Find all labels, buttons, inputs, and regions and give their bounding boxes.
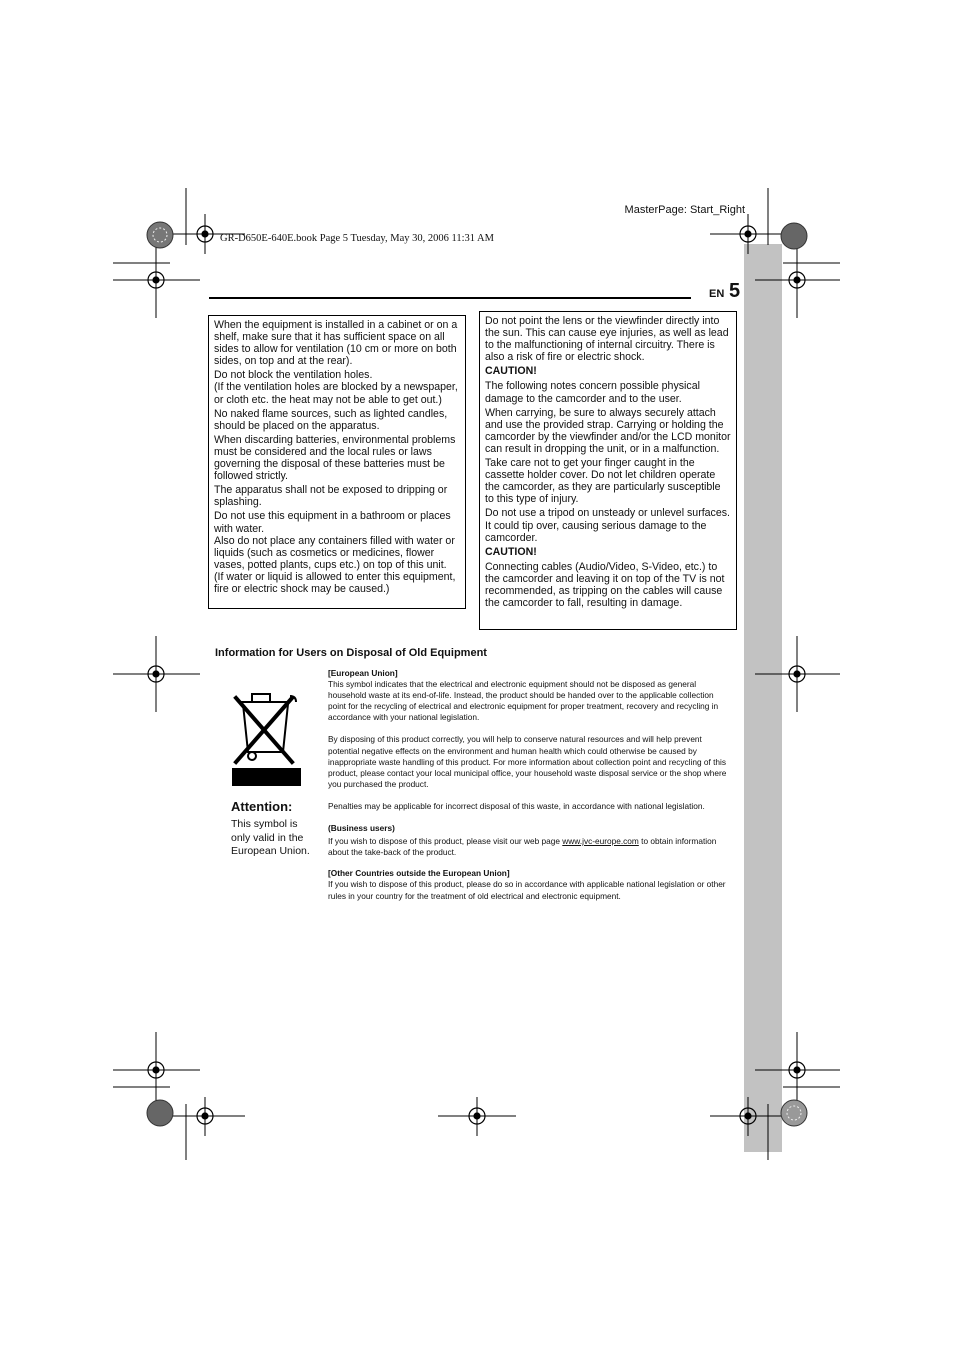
note-paragraph: Do not point the lens or the viewfinder directly into the sun. This can cause eye injuries, as well as lead to the malfunctioning of internal circuitry. There is also a risk of fire or electric shock. [485,315,729,364]
attention-heading: Attention: [231,799,293,814]
disposal-text-column [328,668,733,913]
note-paragraph: Do not block the ventilation holes. [214,369,373,382]
attention-text: This symbol is only valid in the European Union. [231,818,310,858]
color-target-icon [147,1100,173,1126]
safety-notes-box-left [208,315,466,609]
note-paragraph: Also do not place any containers filled with water or liquids (such as cosmetics or medicines, flower vases, potted plants, cups etc.) on top of this unit. [214,534,455,571]
eu-paragraph: Penalties may be applicable for incorrect disposal of this waste, in accordance with national legislation. [328,800,705,811]
note-paragraph: (If water or liquid is allowed to enter this equipment, fire or electric shock may be caused.) [214,570,456,595]
note-paragraph: (If the ventilation holes are blocked by a newspaper, or cloth etc. the heat may not be able to get out.) [214,381,458,406]
note-paragraph: Do not use a tripod on unsteady or unlevel surfaces. It could tip over, causing serious damage to the camcorder. [485,507,730,544]
color-target-icon [147,222,173,248]
master-page-label: MasterPage: Start_Right [624,204,745,216]
disposal-section-title: Information for Users on Disposal of Old Equipment [215,647,487,659]
note-paragraph: Do not use this equipment in a bathroom or places with water. [214,510,451,535]
book-info-line: GR-D650E-640E.book Page 5 Tuesday, May 30, 2006 11:31 AM [220,233,494,244]
color-target-icon [781,223,807,249]
note-paragraph: When the equipment is installed in a cabinet or on a shelf, make sure that it has sufficient space on all sides to allow for ventilation (10 cm or more on both sides, on top and at the rear). [214,319,458,368]
crossed-out-wheelie-bin-icon [230,680,303,788]
color-target-icon [781,1100,807,1126]
language-label: EN [709,288,725,300]
business-text: If you wish to dispose of this product, please visit our web page [328,836,563,847]
note-paragraph: The following notes concern possible physical damage to the camcorder and to the user. [485,380,700,405]
note-paragraph: When discarding batteries, environmental problems must be considered and the local rules or laws governing the disposal of these batteries must be followed strictly. [214,433,456,483]
other-countries-paragraph: If you wish to dispose of this product, please do so in accordance with applicable national legislation or other rules in your country for the treatment of old electrical and electronic equipment. [328,879,726,901]
page-number: 5 [729,280,741,302]
business-heading: (Business users) [328,823,395,834]
note-paragraph: No naked flame sources, such as lighted candles, should be placed on the apparatus. [214,407,448,432]
other-countries-heading: [Other Countries outside the European Union] [328,868,510,879]
business-text-end: to obtain information about the take-back of the product. [328,836,717,858]
caution-heading: CAUTION! [485,365,537,378]
jvc-europe-link[interactable]: www.jvc-europe.com [562,836,639,847]
eu-paragraph: This symbol indicates that the electrical and electronic equipment should not be disposed as general household waste at its end-of-life. Instead, the product should be handed over to the applicable collection point for the recycling of electrical and electronic equipment for proper treatment, recovery and recycling in accordance with your national legislation. [328,679,719,723]
note-paragraph: When carrying, be sure to always securely attach and use the provided strap. Carrying or holding the camcorder by the viewfinder and/or the LCD monitor can result in dropping the unit, or in a malfunction. [485,406,731,455]
safety-notes-box-right [479,311,737,630]
note-paragraph: Take care not to get your finger caught in the cassette holder cover. Do not let children operate the camcorder, as they are particularly susceptible to this type of injury. [485,457,721,506]
note-paragraph: The apparatus shall not be exposed to dripping or splashing. [214,484,448,509]
business-paragraph [328,836,733,858]
header-rule [209,297,691,299]
eu-paragraph: By disposing of this product correctly, you will help to conserve natural resources and will help prevent potential negative effects on the environment and human health which could otherwise be caused by inappropriate waste handling of this product. For more information about collection point and recycling of this product, please contact your local municipal office, your household waste disposal service or the shop where you purchased the product. [328,734,727,789]
eu-heading: [European Union] [328,668,398,678]
note-paragraph: Connecting cables (Audio/Video, S-Video, etc.) to the camcorder and leaving it on top of the TV is not recommended, as tripping on the cables will cause the camcorder to fall, resulting in damage. [485,560,725,610]
caution-heading: CAUTION! [485,545,537,558]
